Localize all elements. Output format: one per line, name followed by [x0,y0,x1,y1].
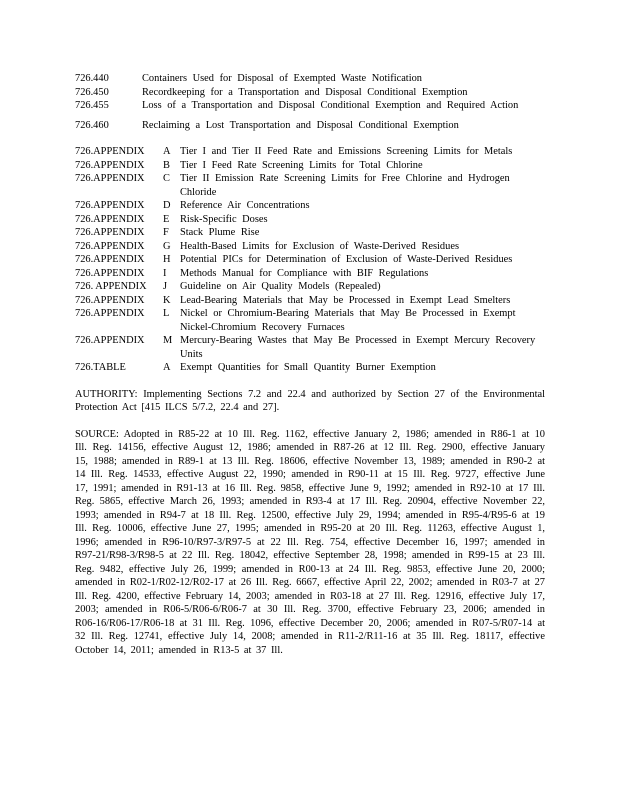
appendix-letter: E [163,213,170,225]
appendix-number: 726.APPENDIX [75,308,145,319]
appendix-entry [75,199,545,213]
appendix-number: 726.APPENDIX [75,173,145,184]
appendix-entry [75,172,545,199]
section-number: 726.460 [75,119,109,131]
appendix-number: 726.APPENDIX [75,227,145,238]
section-entry [75,86,545,100]
section-number: 726.440 [75,73,109,84]
section-title: Reclaiming a Lost Transportation and Disposal Conditional Exemption [142,119,459,131]
appendix-letter: J [163,281,168,292]
document-page [75,72,545,670]
appendix-title: Lead-Bearing Materials that May be Processed in Exempt Lead Smelters [180,294,511,306]
appendix-letter: D [163,200,171,211]
appendix-entry [75,334,545,361]
section-entry [75,99,545,113]
appendix-entry [75,307,545,334]
section-title: Recordkeeping for a Transportation and Disposal Conditional Exemption [142,86,468,98]
appendix-entry [75,226,545,240]
appendix-number: 726.APPENDIX [75,335,145,346]
table-number: 726.TABLE [75,362,126,373]
appendix-letter: K [163,294,171,306]
appendix-letter: C [163,173,170,184]
appendix-letter: F [163,227,169,238]
appendix-letter: G [163,240,171,252]
appendix-entry [75,280,545,294]
appendix-title: Tier II Emission Rate Screening Limits for Free Chlorine and Hydrogen Chloride [180,173,510,198]
appendix-title: Mercury-Bearing Wastes that May Be Processed in Exempt Mercury Recovery Units [180,335,536,360]
appendix-title: Tier I Feed Rate Screening Limits for Total Chlorine [180,159,423,171]
appendix-entry [75,240,545,254]
appendix-title: Tier I and Tier II Feed Rate and Emissions Screening Limits for Metals [180,146,513,157]
appendix-letter: B [163,159,170,171]
appendix-entry [75,213,545,227]
appendix-title: Risk-Specific Doses [180,213,268,225]
appendix-title: Health-Based Limits for Exclusion of Waste-Derived Residues [180,240,459,252]
appendix-number: 726.APPENDIX [75,200,145,211]
appendix-title: Nickel or Chromium-Bearing Materials that May Be Processed in Exempt Nickel-Chromium Recovery Furnaces [180,308,516,333]
appendix-number: 726.APPENDIX [75,267,145,279]
section-title: Containers Used for Disposal of Exempted Waste Notification [142,73,422,84]
appendix-letter: A [163,146,171,157]
section-list [75,72,545,132]
appendix-entry [75,294,545,308]
appendix-letter: I [163,267,167,279]
table-entry [75,361,545,375]
section-title: Loss of a Transportation and Disposal Conditional Exemption and Required Action [142,100,519,111]
appendix-number: 726. APPENDIX [75,281,147,292]
appendix-number: 726.APPENDIX [75,213,145,225]
table-title: Exempt Quantities for Small Quantity Burner Exemption [180,362,436,373]
appendix-number: 726.APPENDIX [75,254,145,265]
section-number: 726.455 [75,100,109,111]
appendix-number: 726.APPENDIX [75,294,145,306]
appendix-title: Guideline on Air Quality Models (Repealed) [180,281,381,292]
appendix-list [75,145,545,375]
appendix-letter: M [163,335,173,346]
section-number: 726.450 [75,86,109,98]
appendix-entry [75,145,545,159]
section-entry [75,119,545,133]
appendix-title: Reference Air Concentrations [180,200,310,211]
appendix-title: Stack Plume Rise [180,227,260,238]
appendix-entry [75,159,545,173]
appendix-letter: L [163,308,170,319]
source-note: SOURCE: Adopted in R85-22 at 10 Ill. Reg. 1162, effective January 2, 1986; amended in R86-1 at 10 Ill. Reg. 14156, effective August 12, 1986; amended in R87-26 at 12 Ill. Reg. 2900, effective January 15, 1988; amended in R89-1 at 13 Ill. Reg. 18606, effective November 13, 1989; amended in R90-2 at 14 Ill. Reg. 14533, effective August 22, 1990; amended in R90-11 at 15 Ill. Reg. 9727, effective June 17, 1991; amended in R91-13 at 16 Ill. Reg. 9858, effective June 9, 1992; amended in R92-10 at 17 Ill. Reg. 5865, effective March 26, 1993; amended in R93-4 at 17 Ill. Reg. 20904, effective November 22, 1993; amended in R94-7 at 18 Ill. Reg. 12500, effective July 29, 1994; amended in R95-4/R95-6 at 19 Ill. Reg. 10006, effective June 27, 1995; amended in R95-20 at 20 Ill. Reg. 11263, effective August 1, 1996; amended in R96-10/R97-3/R97-5 at 22 Ill. Reg. 754, effective December 16, 1997; amended in R97-21/R98-3/R98-5 at 22 Ill. Reg. 18042, effective September 28, 1998; amended in R99-15 at 23 Ill. Reg. 9482, effective July 26, 1999; amended in R00-13 at 24 Ill. Reg. 9853, effective June 20, 2000; amended in R02-1/R02-12/R02-17 at 26 Ill. Reg. 6667, effective April 22, 2002; amended in R03-7 at 27 Ill. Reg. 4200, effective February 14, 2003; amended in R03-18 at 27 Ill. Reg. 12916, effective July 17, 2003; amended in R06-5/R06-6/R06-7 at 30 Ill. Reg. 3700, effective February 23, 2006; amended in R06-16/R06-17/R06-18 at 31 Ill. Reg. 1096, effective December 20, 2006; amended in R07-5/R07-14 at 32 Ill. Reg. 12741, effective July 14, 2008; amended in R11-2/R11-16 at 35 Ill. Reg. 18117, effective October 14, 2011; amended in R13-5 at 37 Ill. [75,428,545,656]
appendix-number: 726.APPENDIX [75,240,145,252]
appendix-title: Methods Manual for Compliance with BIF Regulations [180,267,429,279]
appendix-title: Potential PICs for Determination of Exclusion of Waste-Derived Residues [180,254,513,265]
table-letter: A [163,362,171,373]
appendix-number: 726.APPENDIX [75,146,145,157]
section-entry [75,72,545,86]
appendix-entry [75,267,545,281]
appendix-number: 726.APPENDIX [75,159,145,171]
appendix-entry [75,253,545,267]
appendix-letter: H [163,254,171,265]
authority-note: AUTHORITY: Implementing Sections 7.2 and 22.4 and authorized by Section 27 of the Environmental Protection Act [415 ILCS 5/7.2, 22.4 and 27]. [75,388,545,413]
